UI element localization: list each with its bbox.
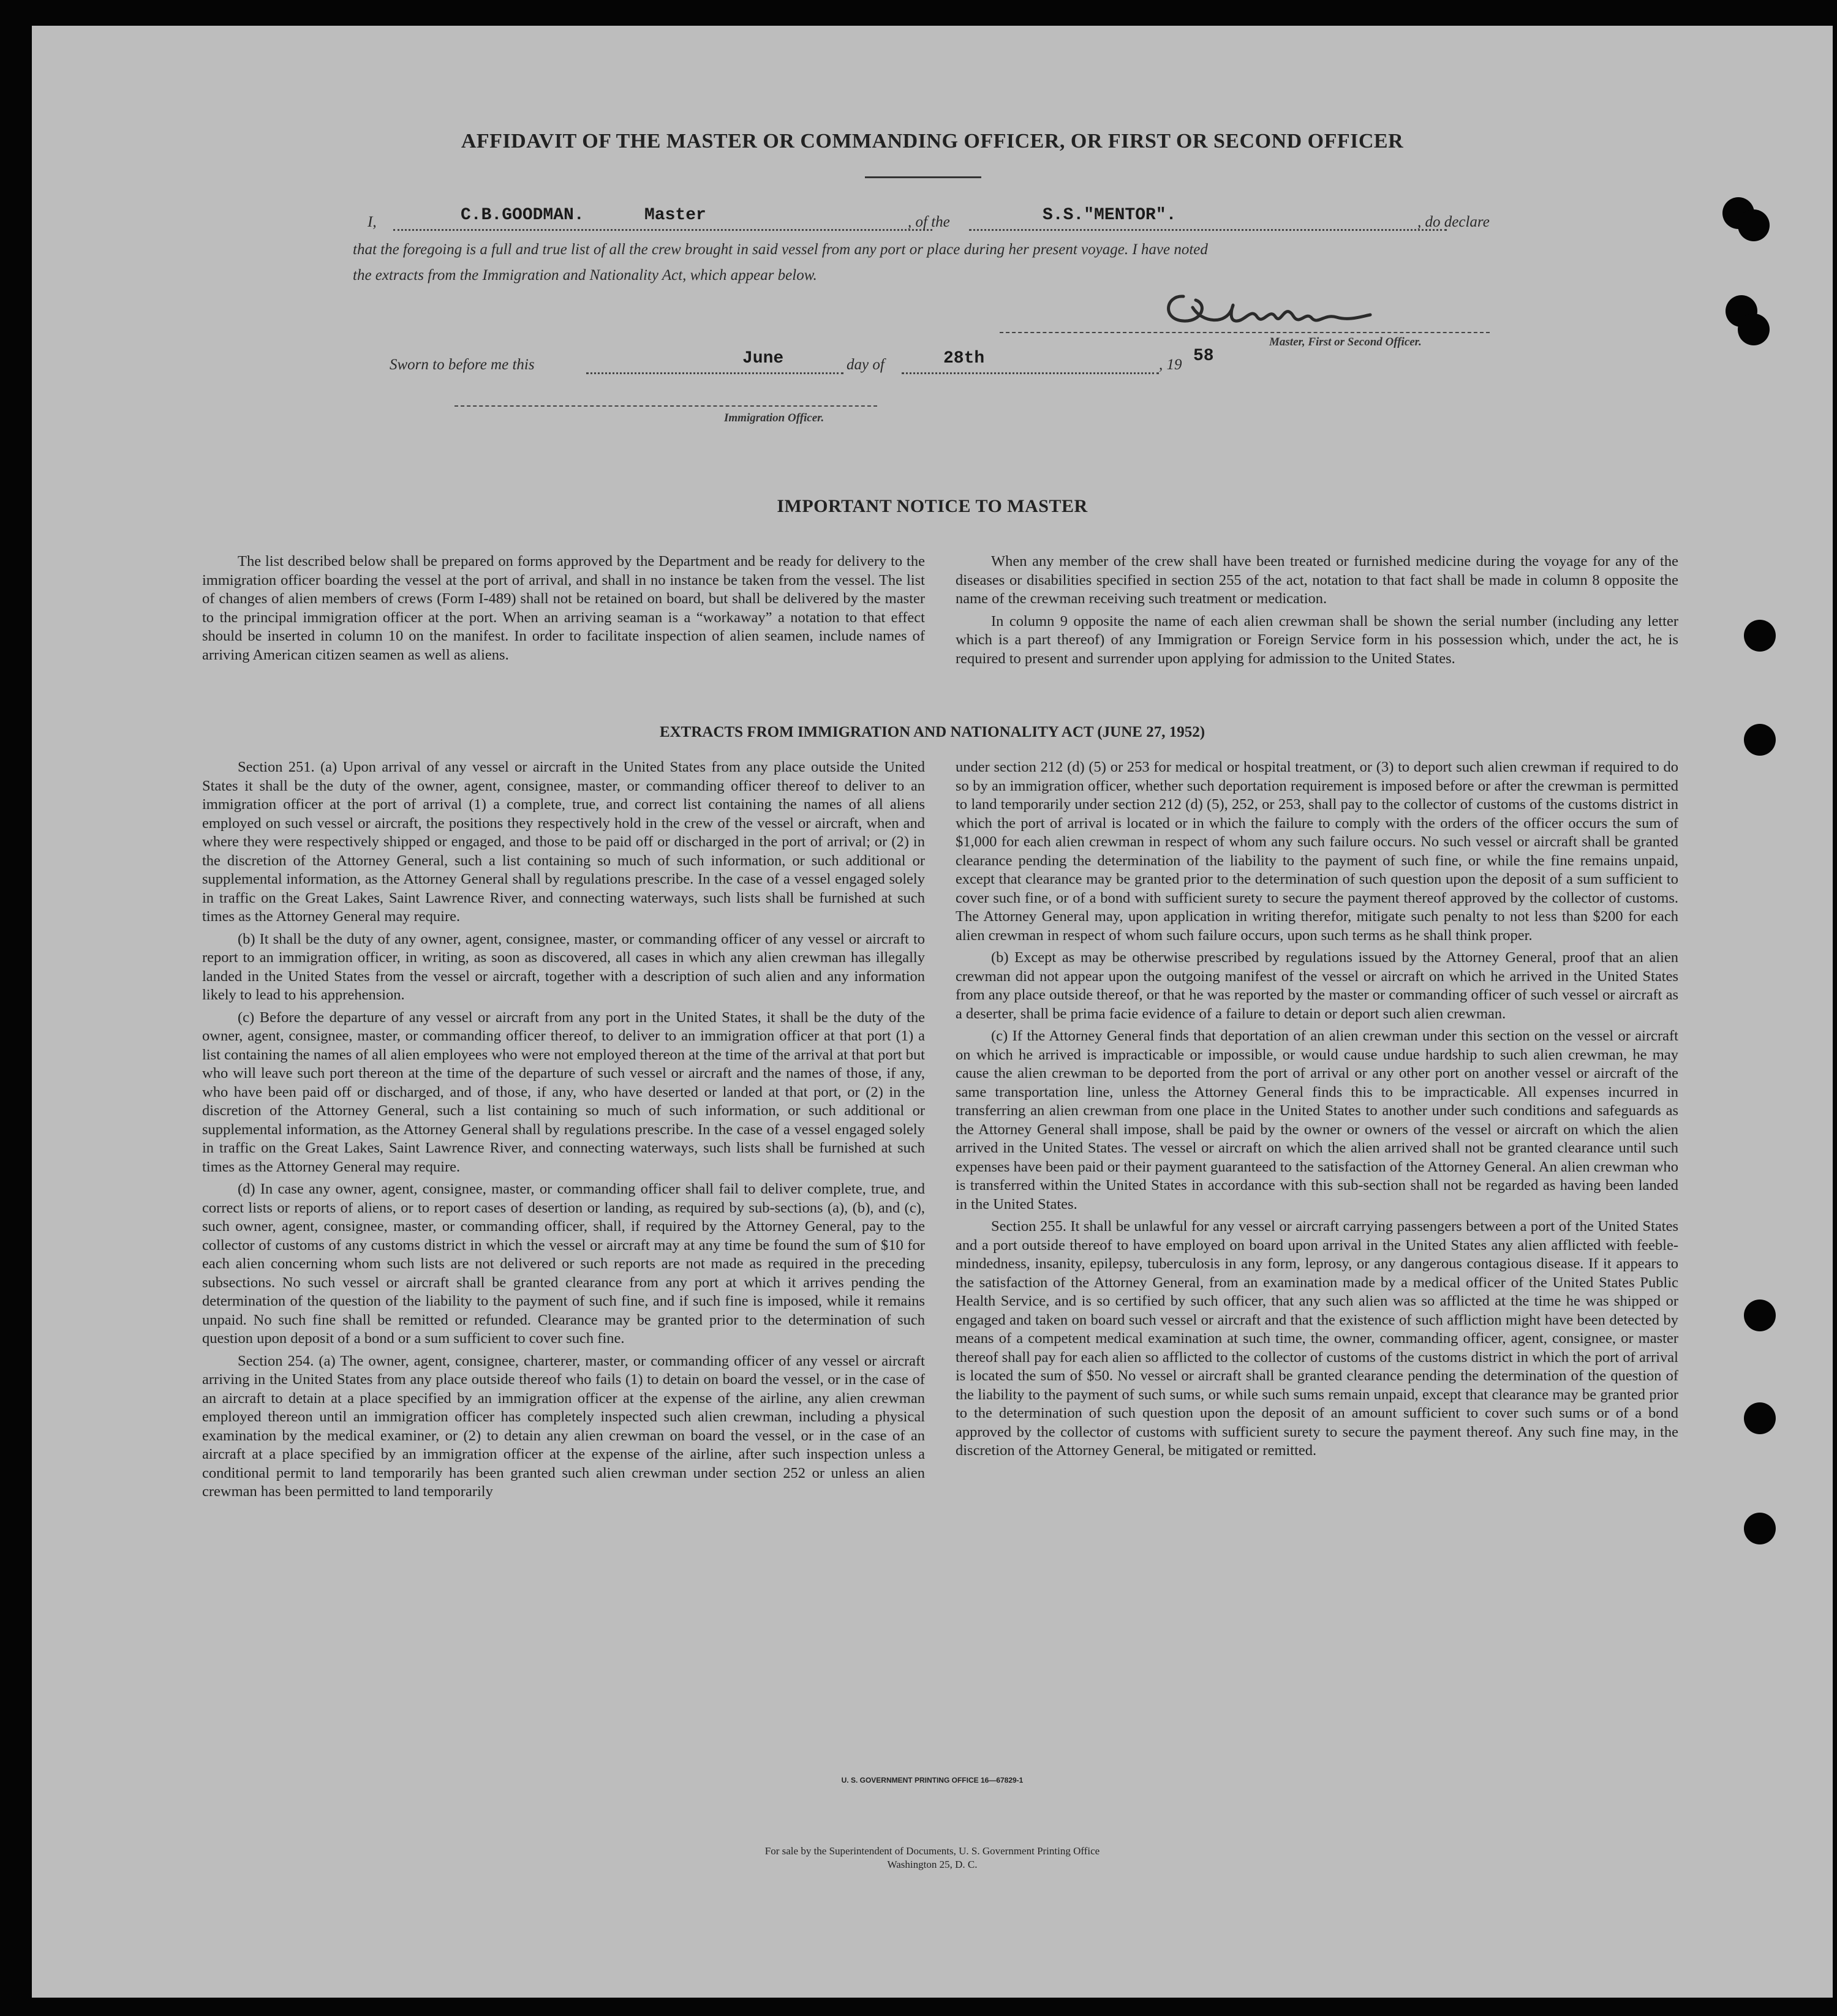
notice-right-column	[956, 552, 1678, 672]
binder-hole	[1744, 1513, 1776, 1544]
document-page	[32, 26, 1833, 1998]
binder-hole	[1744, 1299, 1776, 1331]
declaration-line-2: the extracts from the Immigration and Nationality Act, which appear below.	[353, 267, 817, 284]
signature-caption: Master, First or Second Officer.	[1269, 336, 1422, 348]
immigration-officer-caption: Immigration Officer.	[724, 412, 824, 424]
section-251-d: (d) In case any owner, agent, consignee, master, or commanding officer shall fail to deliver complete, true, and correct lists or reports of aliens, or to report cases of desertion or landing, as required by sub-sections (a), (b), and (c), such owner, agent, consignee, master, or commanding officer, shall, if required by the Attorney General, pay to the collector of customs of any customs district in which the vessel or aircraft may at any time be found the sum of $10 for each alien concerning whom such lists are not delivered or such reports are not made as required in the preceding subsections. No such vessel or aircraft shall be granted clearance from any port at which it arrives pending the determination of the question of the liability to the payment of such fine, and if such fine is imposed, while it remains unpaid. No such fine shall be remitted or refunded. Clearance may be granted prior to the determination of such question upon deposit of a bond or a sum sufficient to cover such fine.	[202, 1181, 925, 1347]
section-254-a-continued: under section 212 (d) (5) or 253 for medical or hospital treatment, or (3) to deport such alien crewman if required to do so by an immigration officer, whether such deportation requirement is imposed before or after the crewman is permitted to land temporarily under section 212 (d) (5), 252, or 253, shall pay to the collector of customs of the customs district in which the port of arrival is located or in which the failure to comply with the orders of the officer occurs the sum of $1,000 for each alien crewman in respect of whom any such failure occurs. No such vessel or aircraft shall be granted clearance pending the determination of the liability to the payment of such fine, or while the fine remains unpaid, except that clearance may be granted prior to the determination of such question upon the deposit of a sum sufficient to cover such fine, or of a bond with sufficient surety to secure the payment thereof approved by the collector of customs. The Attorney General may, upon application in writing therefor, mitigate such penalty to not less than $200 for each alien crewman in respect of whom such failure occurs, upon such terms as he shall think proper.	[956, 759, 1678, 944]
extracts-left-column	[202, 758, 925, 1505]
of-the-label: , of the	[908, 214, 950, 230]
sworn-label: Sworn to before me this	[390, 356, 535, 373]
sworn-month-value: 28th	[943, 349, 985, 368]
master-rank: Master	[644, 206, 706, 225]
master-signature	[1159, 283, 1379, 338]
vessel-field-line	[969, 229, 1447, 231]
notice-title: IMPORTANT NOTICE TO MASTER	[777, 496, 1088, 516]
year-value: 58	[1193, 347, 1214, 366]
sale-notice-line-2: Washington 25, D. C.	[887, 1859, 978, 1870]
vessel-name: S.S."MENTOR".	[1043, 206, 1177, 225]
i-label: I,	[368, 214, 377, 230]
immigration-officer-line	[455, 405, 877, 407]
binder-hole	[1744, 620, 1776, 652]
binder-hole	[1744, 724, 1776, 756]
gpo-imprint: U. S. GOVERNMENT PRINTING OFFICE 16—67829-1	[841, 1776, 1024, 1785]
section-254-c: (c) If the Attorney General finds that deportation of an alien crewman under this section on the vessel or aircraft on which he arrived is impracticable or impossible, or would cause undue hardship to such alien crewman, he may cause the alien crewman to be deported from the port of arrival or any other port on another vessel or aircraft of the same transportation line, unless the Attorney General finds this to be impracticable. All expenses incurred in transferring an alien crewman from one place in the United States to another under such conditions and safeguards as the Attorney General shall impose, shall be paid by the owner or owners of the vessel or aircraft on which the alien arrived in the United States. The vessel or aircraft on which the alien arrived shall not be granted clearance until such expenses have been paid or their payment guaranteed to the satisfaction of the Attorney General. An alien crewman who is transferred within the United States in accordance with this sub-section shall not be regarded as having been landed in the United States.	[956, 1028, 1678, 1213]
affidavit-title: AFFIDAVIT OF THE MASTER OR COMMANDING OFFICER, OR FIRST OR SECOND OFFICER	[461, 130, 1404, 152]
signature-line	[1000, 332, 1490, 333]
declaration-line-1: that the foregoing is a full and true list of all the crew brought in said vessel from any port or place during her present voyage. I have noted	[353, 241, 1208, 258]
section-255: Section 255. It shall be unlawful for any vessel or aircraft carrying passengers between a port of the United States and a port outside thereof to have employed on board upon arrival in the United States any alien afflicted with feeble-mindedness, insanity, epilepsy, tuberculosis in any form, leprosy, or any dangerous contagious disease. If it appears to the satisfaction of the Attorney General, from an examination made by a medical officer of the United States Public Health Service, and is so certified by such officer, that any such alien was so afflicted at the time he was shipped or engaged and taken on board such vessel or aircraft and that the existence of such affliction might have been detected by means of a competent medical examination at such time, the owner, commanding officer, agent, consignee, or master thereof shall pay for each alien so afflicted to the collector of customs of the customs district in which the port of arrival is located the sum of $50. No vessel or aircraft shall be granted clearance pending the determination of the question of the liability to the payment of such sums, or while such sums remain unpaid, except that clearance may be granted prior to the determination of such question upon the deposit of an amount sufficient to cover such sums or of a bond approved by the collector of customs with sufficient surety to secure the payment thereof. Any such fine may, in the discretion of the Attorney General, be mitigated or remitted.	[956, 1218, 1678, 1459]
extracts-title: EXTRACTS FROM IMMIGRATION AND NATIONALITY ACT (JUNE 27, 1952)	[659, 724, 1205, 740]
sworn-month-line	[902, 372, 1159, 374]
master-name: C.B.GOODMAN.	[461, 206, 584, 225]
section-251-a: Section 251. (a) Upon arrival of any vessel or aircraft in the United States from any place outside the United States it shall be the duty of the owner, agent, consignee, master, or commanding officer thereof to deliver to an immigration officer at the port of arrival (1) a complete, true, and correct list containing the names of all aliens employed on such vessel or aircraft, the positions they respectively hold in the crew of the vessel or aircraft, when and where they were respectively shipped or engaged, and those to be paid off or discharged in the port of arrival; or (2) in the discretion of the Attorney General, such a list containing so much of such information, or such additional or supplemental information, as the Attorney General shall by regulations prescribe. In the case of a vessel engaged solely in traffic on the Great Lakes, Saint Lawrence River, and connecting waterways, such lists shall be furnished at such times as the Attorney General may require.	[202, 759, 925, 925]
year-prefix: , 19	[1159, 356, 1182, 373]
notice-right-paragraph-2: In column 9 opposite the name of each alien crewman shall be shown the serial number (including any letter which is a part thereof) of any Immigration or Foreign Service form in his possession which, under the act, he is required to present and surrender upon applying for admission to the United States.	[956, 612, 1678, 667]
section-251-c: (c) Before the departure of any vessel or aircraft from any port in the United States, it shall be the duty of the owner, agent, consignee, master, or commanding officer thereof, to deliver to an immigration officer at that port (1) a list containing the names of all alien employees who were not employed thereon at the time of the arrival at that port but who will leave such port thereon at the time of the departure of such vessel or aircraft and the names of those, if any, who have been paid off or discharged, and of those, if any, who have deserted or landed at that port, or (2) in the discretion of the Attorney General, such a list containing so much of such information, or such additional or supplemental information, as the Attorney General shall by regulations prescribe. In the case of a vessel engaged solely in traffic on the Great Lakes, Saint Lawrence River, and connecting waterways, such lists shall be furnished at such times as the Attorney General may require.	[202, 1009, 925, 1175]
notice-left-column	[202, 552, 925, 668]
do-declare-label: , do declare	[1417, 214, 1490, 230]
section-254-b: (b) Except as may be otherwise prescribed by regulations issued by the Attorney General, proof that an alien crewman did not appear upon the outgoing manifest of the vessel or aircraft on which he arrived in the United States from any place outside thereof, or that he was reported by the master or commanding officer of such vessel or aircraft as a deserter, shall be prima facie evidence of a failure to detain or deport such alien crewman.	[956, 949, 1678, 1022]
name-field-line	[393, 229, 932, 231]
sale-notice	[32, 1845, 1833, 1871]
sale-notice-line-1: For sale by the Superintendent of Documents, U. S. Government Printing Office	[764, 1845, 1100, 1857]
notice-left-paragraph: The list described below shall be prepared on forms approved by the Department and be ready for delivery to the immigration officer boarding the vessel at the port of arrival, and shall in no instance be taken from the vessel. The list of changes of alien members of crews (Form I-489) shall not be retained on board, but shall be delivered by the master to the principal immigration officer at the port. When an arriving seaman is a “workaway” a notation to that effect should be inserted in column 10 on the manifest. In order to facilitate inspection of alien seamen, include names of arriving American citizen seamen as well as aliens.	[202, 553, 925, 663]
binder-hole	[1738, 209, 1770, 241]
sworn-day-line	[586, 372, 843, 374]
section-254-a: Section 254. (a) The owner, agent, consignee, charterer, master, or commanding officer of any vessel or aircraft arriving in the United States from any place outside thereof who fails (1) to detain on board the vessel, or in the case of an aircraft to detain at a place specified by an immigration officer at the expense of the airline, any alien crewman employed thereon until an immigration officer has completely inspected such alien crewman, including a physical examination by the medical examiner, or (2) to detain any alien crewman on board the vessel, or in the case of an aircraft at a place specified by an immigration officer at the expense of the airline, after such inspection unless a conditional permit to land temporarily has been granted such alien crewman under section 252 or unless an alien crewman has been permitted to land temporarily	[202, 1352, 925, 1500]
sworn-day-value: June	[742, 349, 784, 368]
day-of-label: day of	[847, 356, 885, 373]
notice-right-paragraph-1: When any member of the crew shall have been treated or furnished medicine during the voyage for any of the diseases or disabilities specified in section 255 of the act, notation to that fact shall be made in column 8 opposite the name of the crewman receiving such treatment or medication.	[956, 553, 1678, 607]
extracts-right-column	[956, 758, 1678, 1464]
section-251-b: (b) It shall be the duty of any owner, agent, consignee, master, or commanding officer of any vessel or aircraft to report to an immigration officer, in writing, as soon as discovered, all cases in which any alien crewman has illegally landed in the United States from the vessel or aircraft, together with a description of such alien and any information likely to lead to his apprehension.	[202, 930, 925, 1003]
title-rule	[865, 176, 981, 178]
binder-hole	[1744, 1402, 1776, 1434]
binder-hole	[1738, 314, 1770, 345]
